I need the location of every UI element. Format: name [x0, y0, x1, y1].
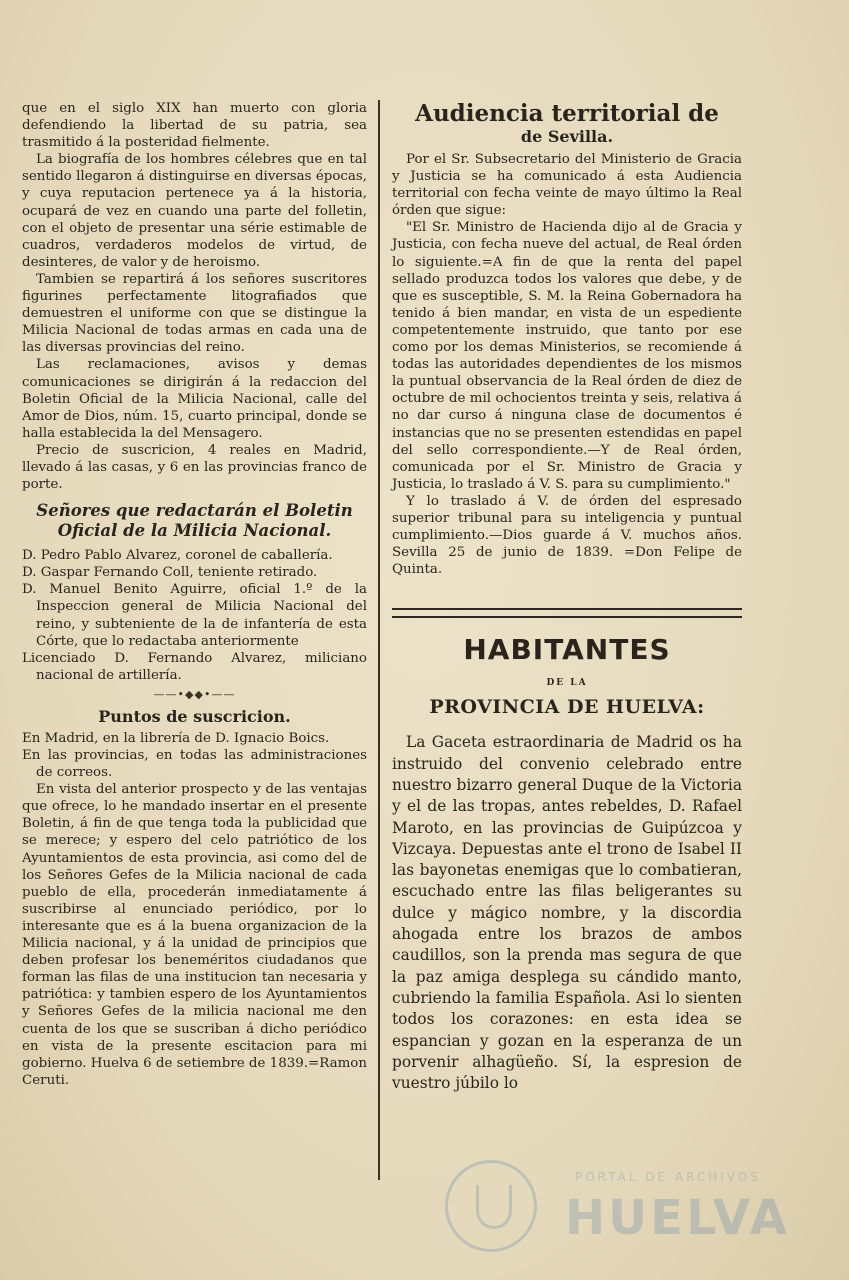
heading-provincia-huelva: PROVINCIA DE HUELVA:	[429, 696, 705, 719]
paragraph-gaceta: La Gaceta estraordinaria de Madrid os ha instruido del convenio celebrado entre nuestro bizarro general Duque de la Victoria y el de las tropas, antes rebeldes, D. Rafael Maroto, en las provincias de Guipúzcoa y Vizcaya. Depuestas ante el trono de Isabel II las bayonetas enemigas que lo combatieran, escuchado entre las filas beligerantes su dulce y mágico nombre, y la discordia ahogada entre los brazos de ambos caudillos, son la prenda mas segura de que la paz amiga desplega su cándido manto, cubriendo la familia Española. Asi lo sienten todos los corazones: en esta idea se espancian y gozan en la esperanza de un porvenir alhagüeño. Sí, la espresion de vuestro júbilo lo	[392, 733, 742, 1093]
paragraph-subsecretario: Por el Sr. Subsecretario del Ministerio de Gracia y Justicia se ha comunicado á esta Audiencia territorial con fecha veinte de mayo último la Real órden que sigue:	[392, 152, 742, 219]
left-column	[22, 100, 367, 1089]
heading-audiencia: Audiencia territorial de	[415, 100, 719, 127]
redactor-item: Licenciado D. Fernando Alvarez, miliciano nacional de artillería.	[22, 650, 367, 683]
paragraph-prospecto: En vista del anterior prospecto y de las ventajas que ofrece, lo he mandado insertar en el presente Boletin, á fin de que tenga toda la publicidad que se merece; y espero del celo patriótico de los Ayuntamientos de esta provincia, asi como del de los Señores Gefes de la Milicia nacional de cada pueblo de ella, procederán inmediatamente á suscribirse al enunciado periódico, por lo interesante que es á la buena organizacion de la Milicia nacional, y á la unidad de principios que deben profesar los beneméritos ciudadanos que forman las filas de una institucion tan necesaria y patriótica: y tambien espero de los Ayuntamientos y Señores Gefes de la milicia nacional me den cuenta de los que se suscriban á dicho periódico en vista de la presente escitacion para mi gobierno. Huelva 6 de setiembre de 1839.=Ramon Ceruti.	[22, 782, 367, 1088]
heading-de-la: DE LA	[546, 678, 588, 689]
column-divider	[378, 100, 380, 1180]
subscription-point: En Madrid, en la librería de D. Ignacio Boics.	[22, 730, 330, 746]
heading-redactores: Señores que redactarán el Boletin Oficial de la Milicia Nacional.	[36, 501, 353, 541]
heading-habitantes: HABITANTES	[463, 633, 671, 667]
subscription-point: En las provincias, en todas las administraciones de correos.	[22, 748, 367, 781]
paragraph-precio: Precio de suscricion, 4 reales en Madrid, llevado á las casas, y 6 en las provincias franco de porte.	[22, 442, 367, 493]
paragraph-traslado: Y lo traslado á V. de órden del espresado superior tribunal para su inteligencia y puntual cumplimiento.—Dios guarde á V. muchos años. Sevilla 25 de junio de 1839. =Don Felipe de Quinta.	[392, 493, 742, 578]
redactor-item: D. Manuel Benito Aguirre, oficial 1.º de la Inspeccion general de Milicia Nacional del reino, y subteniente de la de infantería de esta Córte, que lo redactaba anteriormente	[22, 582, 367, 649]
archive-watermark	[445, 1160, 790, 1270]
shield-icon	[476, 1185, 512, 1229]
redactor-item: D. Pedro Pablo Alvarez, coronel de caballería.	[22, 548, 333, 564]
right-column	[392, 100, 742, 1094]
paragraph-real-orden: "El Sr. Ministro de Hacienda dijo al de Gracia y Justicia, con fecha nueve del actual, de Real órden lo siguiente.=A fin de que la renta del papel sellado produzca todos los valores que debe, y de que es susceptible, S. M. la Reina Gobernadora ha tenido á bien mandar, en vista de un espediente competentemente instruido, que tanto por ese como por los demas Ministerios, se recomiende á todas las autoridades dependientes de los mismos la puntual observancia de la Real órden de diez de octubre de mil ochocientos treinta y seis, relativa á no dar curso á ninguna clase de documentos é instancias que no se presenten estendidas en papel del sello correspondiente.—Y de Real órden, comunicada por el Sr. Ministro de Gracia y Justicia, lo traslado á V. S. para su cumplimiento."	[392, 220, 742, 492]
heading-puntos-suscricion: Puntos de suscricion.	[98, 706, 291, 726]
heading-sevilla: de Sevilla.	[520, 127, 614, 146]
watermark-subtitle: PORTAL DE ARCHIVOS	[575, 1170, 761, 1184]
redactor-item: D. Gaspar Fernando Coll, teniente retirado.	[22, 565, 318, 581]
paragraph-historia: que en el siglo XIX han muerto con gloria defendiendo la libertad de su patria, sea trasmitido á la posteridad fielmente.	[22, 101, 367, 151]
paragraph-figurines: Tambien se repartirá á los señores suscritores figurines perfectamente litografiados que demuestren el uniforme con que se distingue la Milicia Nacional de todas armas en cada una de las diversas provincias del reino.	[22, 271, 367, 356]
double-rule-divider	[392, 608, 742, 618]
watermark-name: HUELVA	[565, 1190, 790, 1246]
shield-logo-icon	[445, 1160, 537, 1252]
paragraph-biografia: La biografía de los hombres célebres que en tal sentido llegaron á distinguirse en diversas épocas, y cuya reputacion pertenece ya á la historia, ocupará de vez en cuando una parte del folletin, con el objeto de presentar una série estimable de cuadros, verdaderos modelos de virtud, de desinteres, de valor y de heroismo.	[22, 152, 367, 270]
paragraph-reclamaciones: Las reclamaciones, avisos y demas comunicaciones se dirigirán á la redaccion del Boletin Oficial de la Milicia Nacional, calle del Amor de Dios, núm. 15, cuarto principal, donde se halla establecida la del Mensagero.	[22, 357, 367, 441]
ornament-divider: ——•◆◆•——	[153, 687, 236, 701]
